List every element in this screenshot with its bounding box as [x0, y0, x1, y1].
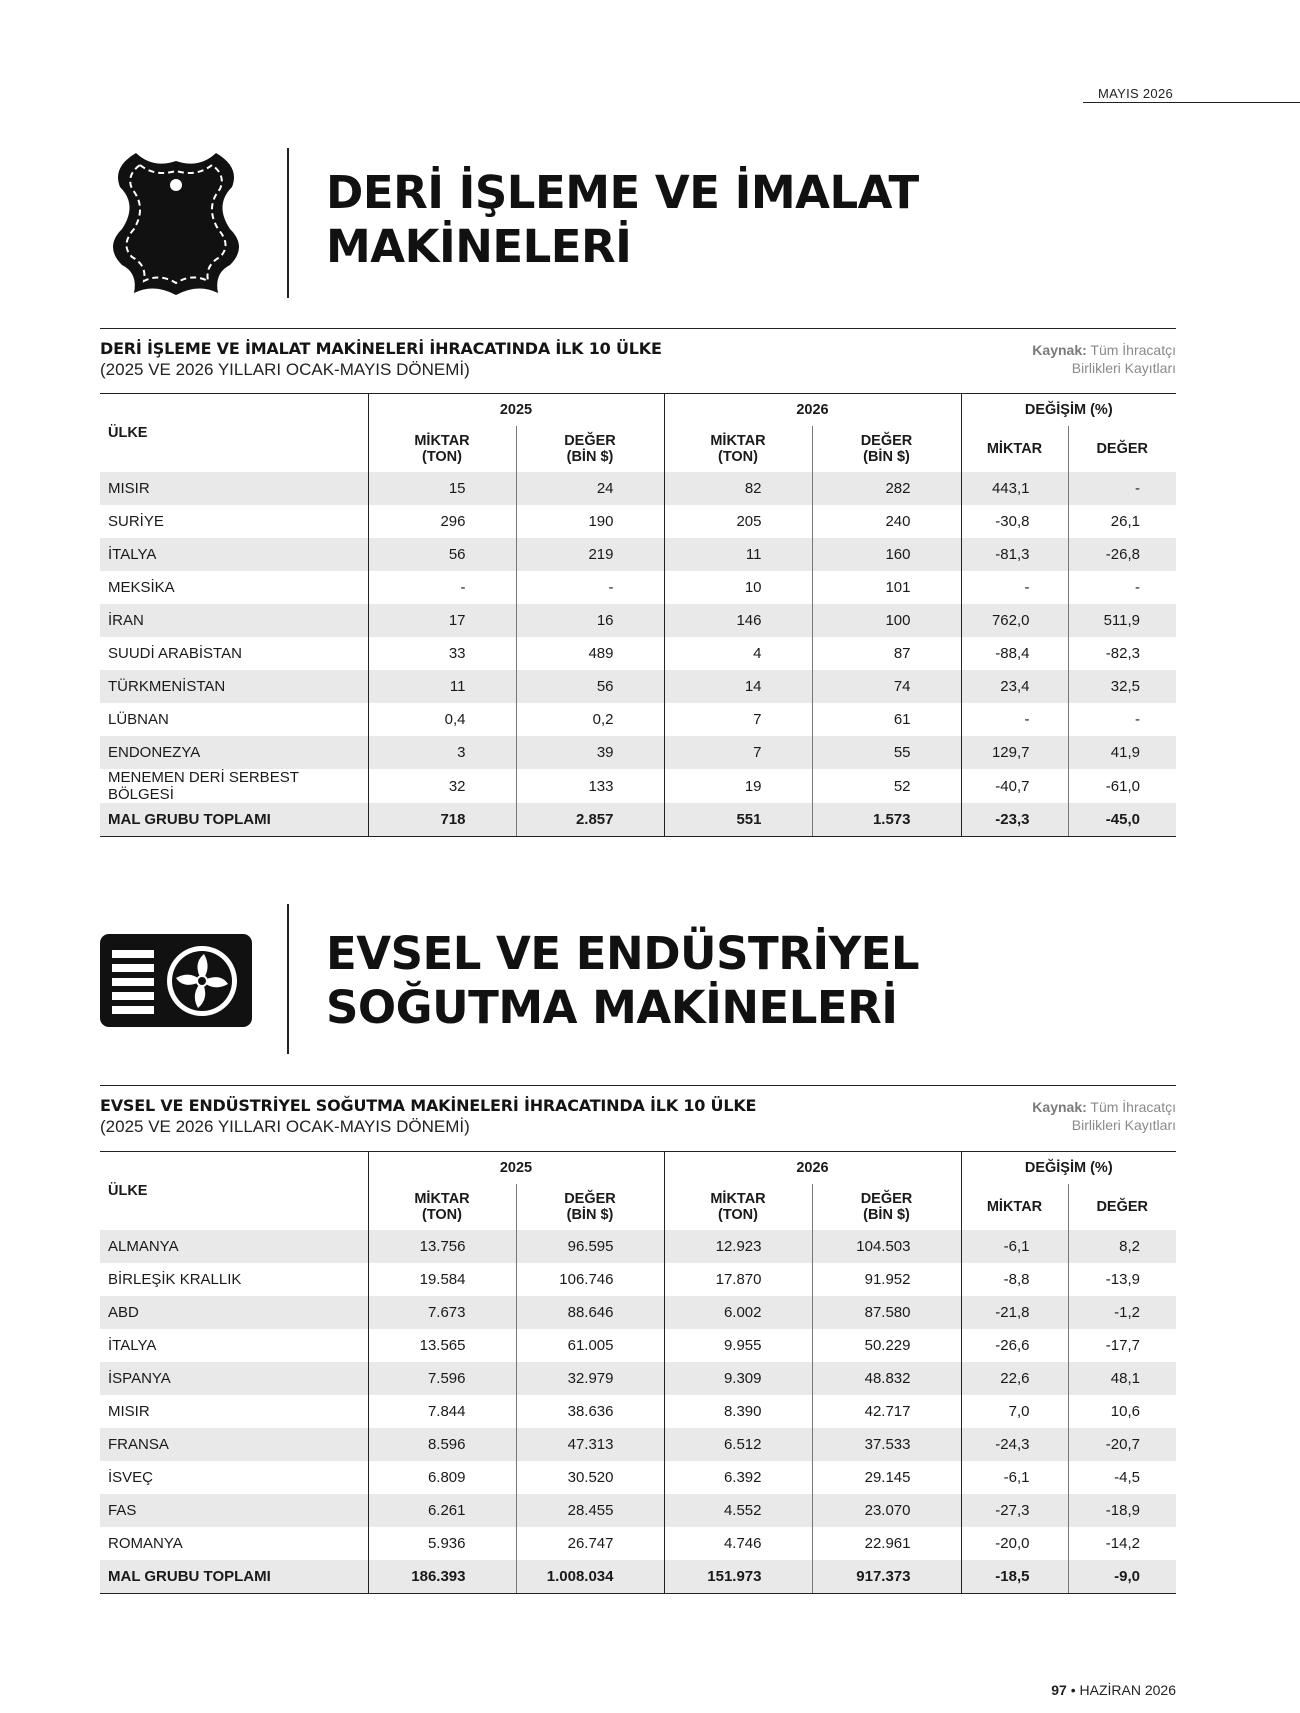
header-val-unit: (BİN $): [863, 449, 910, 465]
cell-change-qty: -8,8: [961, 1263, 1068, 1296]
cell-val-2025: 26.747: [516, 1527, 664, 1560]
cell-country: ENDONEZYA: [100, 736, 368, 769]
cell-val-2025: 190: [516, 505, 664, 538]
cell-qty-2025: 8.596: [368, 1428, 516, 1461]
cell-change-qty: 7,0: [961, 1395, 1068, 1428]
cell-qty-2026: 205: [664, 505, 812, 538]
cell-val-2025: 32.979: [516, 1362, 664, 1395]
cell-country: MISIR: [108, 1403, 150, 1420]
cell-val-2025: 88.646: [516, 1296, 664, 1329]
table-row: [100, 637, 1176, 670]
cell-change-val: -45,0: [1068, 803, 1176, 837]
table-title: EVSEL VE ENDÜSTRİYEL SOĞUTMA MAKİNELERİ İHRACATINDA İLK 10 ÜLKE: [100, 1096, 757, 1115]
cell-qty-2025: 15: [368, 472, 516, 505]
header-qty-2026: [664, 426, 812, 472]
table-row: [100, 1428, 1176, 1461]
export-table: [100, 393, 1176, 837]
cell-change-val: 26,1: [1068, 505, 1176, 538]
air-conditioner-fan-icon: [100, 934, 252, 1027]
cell-val-2026: 87: [812, 637, 961, 670]
cell-val-2026: 917.373: [812, 1560, 961, 1594]
cell-change-val: 32,5: [1068, 670, 1176, 703]
table-row: [100, 1296, 1176, 1329]
cell-change-val: -: [1068, 472, 1176, 505]
cell-qty-2026: 4.746: [664, 1527, 812, 1560]
header-val-2026: [812, 426, 961, 472]
header-qty-unit: (TON): [717, 1207, 758, 1223]
cell-val-2025: 489: [516, 637, 664, 670]
header-change-val: DEĞER: [1068, 426, 1176, 472]
cell-val-2026: 61: [812, 703, 961, 736]
header-val-label: DEĞER: [564, 1191, 616, 1207]
cell-val-2026: 50.229: [812, 1329, 961, 1362]
source-line1: Tüm İhracatçı: [1090, 1099, 1176, 1115]
header-qty-label: MİKTAR: [414, 1191, 470, 1207]
source-line2: Birlikleri Kayıtları: [1071, 360, 1176, 376]
cell-change-qty: -21,8: [961, 1296, 1068, 1329]
table-row: [100, 472, 1176, 505]
table-row: [100, 1395, 1176, 1428]
header-year-2025: 2025: [368, 1152, 664, 1185]
cell-qty-2026: 6.392: [664, 1461, 812, 1494]
cell-change-qty: -27,3: [961, 1494, 1068, 1527]
table-row: [100, 1527, 1176, 1560]
cell-qty-2025: 13.756: [368, 1230, 516, 1263]
cell-val-2026: 101: [812, 571, 961, 604]
cell-val-2025: 47.313: [516, 1428, 664, 1461]
cell-country: MAL GRUBU TOPLAMI: [100, 1560, 368, 1594]
table-row: [100, 703, 1176, 736]
cell-val-2026: 91.952: [812, 1263, 961, 1296]
header-rule: [1083, 102, 1300, 103]
cell-qty-2025: 6.261: [368, 1494, 516, 1527]
cell-qty-2025: 5.936: [368, 1527, 516, 1560]
header-country: ÜLKE: [100, 394, 368, 473]
header-qty-unit: (TON): [421, 1207, 462, 1223]
cell-qty-2025: -: [368, 571, 516, 604]
cell-val-2026: 48.832: [812, 1362, 961, 1395]
cell-change-qty: -30,8: [961, 505, 1068, 538]
header-val-2025: [516, 426, 664, 472]
leather-hide-icon: [108, 147, 244, 299]
cell-change-val: 8,2: [1068, 1230, 1176, 1263]
cell-qty-2026: 19: [664, 769, 812, 803]
cell-val-2026: 23.070: [812, 1494, 961, 1527]
cell-val-2025: 2.857: [516, 803, 664, 837]
header-val-2025: [516, 1184, 664, 1230]
cell-qty-2026: 17.870: [664, 1263, 812, 1296]
cell-qty-2025: 7.844: [368, 1395, 516, 1428]
header-qty-2025: [368, 1184, 516, 1230]
cell-change-qty: 762,0: [961, 604, 1068, 637]
cell-val-2025: 28.455: [516, 1494, 664, 1527]
header-date: MAYIS 2026: [1098, 86, 1174, 101]
cell-val-2026: 240: [812, 505, 961, 538]
cell-change-qty: -: [961, 703, 1068, 736]
cell-qty-2025: 186.393: [368, 1560, 516, 1594]
cell-change-val: -18,9: [1068, 1494, 1176, 1527]
header-val-label: DEĞER: [860, 433, 913, 449]
cell-qty-2026: 8.390: [664, 1395, 812, 1428]
cell-val-2026: 55: [812, 736, 961, 769]
cell-change-qty: -: [961, 571, 1068, 604]
header-val-unit: (BİN $): [566, 449, 614, 465]
cell-country: İTALYA: [108, 1337, 157, 1354]
cell-qty-2025: 6.809: [368, 1461, 516, 1494]
cell-qty-2026: 4.552: [664, 1494, 812, 1527]
cell-qty-2026: 9.309: [664, 1362, 812, 1395]
cell-val-2025: 16: [516, 604, 664, 637]
cell-qty-2025: 296: [368, 505, 516, 538]
cell-country: SURİYE: [108, 513, 164, 530]
header-val-unit: (BİN $): [566, 1207, 614, 1223]
header-year-2026: 2026: [664, 1152, 961, 1185]
cell-val-2025: 106.746: [516, 1263, 664, 1296]
cell-qty-2026: 11: [664, 538, 812, 571]
cell-qty-2025: 33: [368, 637, 516, 670]
header-qty-label: MİKTAR: [710, 433, 766, 449]
cell-val-2026: 282: [812, 472, 961, 505]
cell-val-2025: 61.005: [516, 1329, 664, 1362]
header-change-val: DEĞER: [1068, 1184, 1176, 1230]
cell-val-2025: 38.636: [516, 1395, 664, 1428]
cell-change-val: -: [1068, 571, 1176, 604]
cell-qty-2025: 7.596: [368, 1362, 516, 1395]
cell-val-2025: 24: [516, 472, 664, 505]
cell-val-2026: 100: [812, 604, 961, 637]
table-row: [100, 1461, 1176, 1494]
section-title-line2: MAKİNELERİ: [326, 220, 632, 273]
cell-qty-2025: 17: [368, 604, 516, 637]
header-val-unit: (BİN $): [863, 1207, 910, 1223]
cell-country: MENEMEN DERİ SERBEST BÖLGESİ: [108, 769, 299, 803]
cell-country: FAS: [100, 1494, 368, 1527]
cell-country: MAL GRUBU TOPLAMI: [100, 803, 368, 837]
cell-country: İSVEÇ: [108, 1469, 154, 1486]
header-qty-label: MİKTAR: [710, 1191, 766, 1207]
cell-qty-2026: 6.512: [664, 1428, 812, 1461]
page-number: 97: [1051, 1682, 1067, 1698]
cell-val-2025: 219: [516, 538, 664, 571]
cell-val-2026: 42.717: [812, 1395, 961, 1428]
cell-qty-2025: 11: [368, 670, 516, 703]
table-row: [100, 769, 1176, 803]
table-row: [100, 736, 1176, 769]
cell-change-val: -20,7: [1068, 1428, 1176, 1461]
cell-country: FRANSA: [100, 1428, 368, 1461]
cell-change-val: -: [1068, 703, 1176, 736]
source-label: Kaynak:: [1032, 342, 1087, 358]
cell-country: İTALYA: [100, 538, 368, 571]
cell-qty-2026: 4: [664, 637, 812, 670]
cell-change-val: -4,5: [1068, 1461, 1176, 1494]
cell-change-qty: 22,6: [961, 1362, 1068, 1395]
header-qty-2026: [664, 1184, 812, 1230]
cell-val-2026: 1.573: [812, 803, 961, 837]
table-title: DERİ İŞLEME VE İMALAT MAKİNELERİ İHRACATINDA İLK 10 ÜLKE: [100, 339, 662, 358]
cell-change-qty: -6,1: [961, 1461, 1068, 1494]
header-val-label: DEĞER: [564, 433, 616, 449]
header-qty-2025: [368, 426, 516, 472]
section-title-line1: EVSEL VE ENDÜSTRİYEL: [326, 927, 920, 980]
table-row: [100, 604, 1176, 637]
table-row: [100, 670, 1176, 703]
cell-qty-2026: 12.923: [664, 1230, 812, 1263]
cell-country: İRAN: [100, 604, 368, 637]
table-row: [100, 1263, 1176, 1296]
cell-change-val: 41,9: [1068, 736, 1176, 769]
export-table: [100, 1151, 1176, 1594]
cell-change-val: -13,9: [1068, 1263, 1176, 1296]
cell-country: MEKSİKA: [108, 579, 175, 596]
cell-qty-2025: 7.673: [368, 1296, 516, 1329]
cell-qty-2026: 7: [664, 736, 812, 769]
table-row: [100, 505, 1176, 538]
cell-qty-2026: 9.955: [664, 1329, 812, 1362]
cell-qty-2025: 0,4: [368, 703, 516, 736]
cell-change-val: -26,8: [1068, 538, 1176, 571]
cell-change-val: -1,2: [1068, 1296, 1176, 1329]
cell-qty-2026: 14: [664, 670, 812, 703]
cell-country: LÜBNAN: [108, 711, 169, 728]
cell-qty-2026: 10: [664, 571, 812, 604]
cell-val-2026: 37.533: [812, 1428, 961, 1461]
cell-val-2026: 29.145: [812, 1461, 961, 1494]
cell-change-val: 48,1: [1068, 1362, 1176, 1395]
header-year-2026: 2026: [664, 394, 961, 427]
cell-change-qty: 23,4: [961, 670, 1068, 703]
table-caption: [100, 1085, 1176, 1137]
cell-country: BİRLEŞİK KRALLIK: [108, 1271, 242, 1288]
source-line1: Tüm İhracatçı: [1090, 342, 1176, 358]
header-change-qty: MİKTAR: [961, 1184, 1068, 1230]
header-country: ÜLKE: [100, 1152, 368, 1231]
table-period: (2025 VE 2026 YILLARI OCAK-MAYIS DÖNEMİ): [100, 360, 470, 379]
header-year-2025: 2025: [368, 394, 664, 427]
section-title-line1: DERİ İŞLEME VE İMALAT: [326, 166, 919, 219]
header-change: DEĞİŞİM (%): [961, 394, 1176, 427]
header-val-2026: [812, 1184, 961, 1230]
cell-qty-2026: 82: [664, 472, 812, 505]
source-line2: Birlikleri Kayıtları: [1071, 1117, 1176, 1133]
table-row: [100, 1362, 1176, 1395]
source-label: Kaynak:: [1032, 1099, 1087, 1115]
cell-country: TÜRKMENİSTAN: [100, 670, 368, 703]
table-caption: [100, 328, 1176, 380]
cell-val-2026: 74: [812, 670, 961, 703]
table-period: (2025 VE 2026 YILLARI OCAK-MAYIS DÖNEMİ): [100, 1117, 470, 1136]
header-val-label: DEĞER: [860, 1191, 913, 1207]
cell-qty-2026: 146: [664, 604, 812, 637]
cell-val-2025: -: [516, 571, 664, 604]
cell-val-2025: 39: [516, 736, 664, 769]
table-source: [1032, 1098, 1176, 1134]
footer-issue: HAZİRAN 2026: [1079, 1682, 1176, 1698]
table-total-row: [100, 803, 1176, 837]
cell-country: ABD: [100, 1296, 368, 1329]
header-qty-unit: (TON): [421, 449, 462, 465]
cell-val-2026: 52: [812, 769, 961, 803]
table-row: [100, 571, 1176, 604]
header-qty-label: MİKTAR: [414, 433, 470, 449]
header-qty-unit: (TON): [717, 449, 758, 465]
cell-change-qty: -6,1: [961, 1230, 1068, 1263]
table-row: [100, 538, 1176, 571]
cell-country: ALMANYA: [100, 1230, 368, 1263]
table-row: [100, 1494, 1176, 1527]
table-source: [1032, 341, 1176, 377]
cell-change-qty: -24,3: [961, 1428, 1068, 1461]
cell-change-val: 10,6: [1068, 1395, 1176, 1428]
cell-qty-2026: 551: [664, 803, 812, 837]
cell-qty-2026: 7: [664, 703, 812, 736]
cell-change-qty: -20,0: [961, 1527, 1068, 1560]
footer-separator: •: [1070, 1682, 1076, 1698]
cell-val-2025: 96.595: [516, 1230, 664, 1263]
table-row: [100, 1329, 1176, 1362]
cell-country: ROMANYA: [108, 1535, 183, 1552]
cell-val-2025: 30.520: [516, 1461, 664, 1494]
cell-val-2025: 1.008.034: [516, 1560, 664, 1594]
cell-change-qty: -23,3: [961, 803, 1068, 837]
cell-change-qty: 443,1: [961, 472, 1068, 505]
cell-change-val: -14,2: [1068, 1527, 1176, 1560]
cell-qty-2026: 151.973: [664, 1560, 812, 1594]
cell-change-val: 511,9: [1068, 604, 1176, 637]
cell-val-2026: 87.580: [812, 1296, 961, 1329]
cell-val-2026: 104.503: [812, 1230, 961, 1263]
section-title: [326, 166, 919, 274]
cell-change-qty: -18,5: [961, 1560, 1068, 1594]
cell-change-qty: -81,3: [961, 538, 1068, 571]
header-change-qty: MİKTAR: [961, 426, 1068, 472]
cell-change-val: -61,0: [1068, 769, 1176, 803]
cell-qty-2025: 13.565: [368, 1329, 516, 1362]
cell-change-qty: -88,4: [961, 637, 1068, 670]
cell-country: MISIR: [100, 472, 368, 505]
cell-country: İSPANYA: [100, 1362, 368, 1395]
cell-change-val: -9,0: [1068, 1560, 1176, 1594]
page-footer: [1051, 1682, 1176, 1698]
cell-change-val: -82,3: [1068, 637, 1176, 670]
cell-qty-2026: 6.002: [664, 1296, 812, 1329]
cell-qty-2025: 32: [368, 769, 516, 803]
cell-val-2026: 160: [812, 538, 961, 571]
cell-change-qty: 129,7: [961, 736, 1068, 769]
cell-val-2025: 0,2: [516, 703, 664, 736]
cell-qty-2025: 56: [368, 538, 516, 571]
cell-val-2026: 22.961: [812, 1527, 961, 1560]
header-change: DEĞİŞİM (%): [961, 1152, 1176, 1185]
section-title-line2: SOĞUTMA MAKİNELERİ: [326, 981, 898, 1034]
cell-change-qty: -40,7: [961, 769, 1068, 803]
table-total-row: [100, 1560, 1176, 1594]
section-title: [326, 927, 919, 1035]
cell-val-2025: 133: [516, 769, 664, 803]
title-divider: [287, 148, 289, 298]
cell-country: SUUDİ ARABİSTAN: [108, 645, 242, 662]
table-row: [100, 1230, 1176, 1263]
cell-qty-2025: 3: [368, 736, 516, 769]
cell-qty-2025: 19.584: [368, 1263, 516, 1296]
cell-val-2025: 56: [516, 670, 664, 703]
cell-change-qty: -26,6: [961, 1329, 1068, 1362]
cell-change-val: -17,7: [1068, 1329, 1176, 1362]
cell-qty-2025: 718: [368, 803, 516, 837]
title-divider: [287, 904, 289, 1054]
